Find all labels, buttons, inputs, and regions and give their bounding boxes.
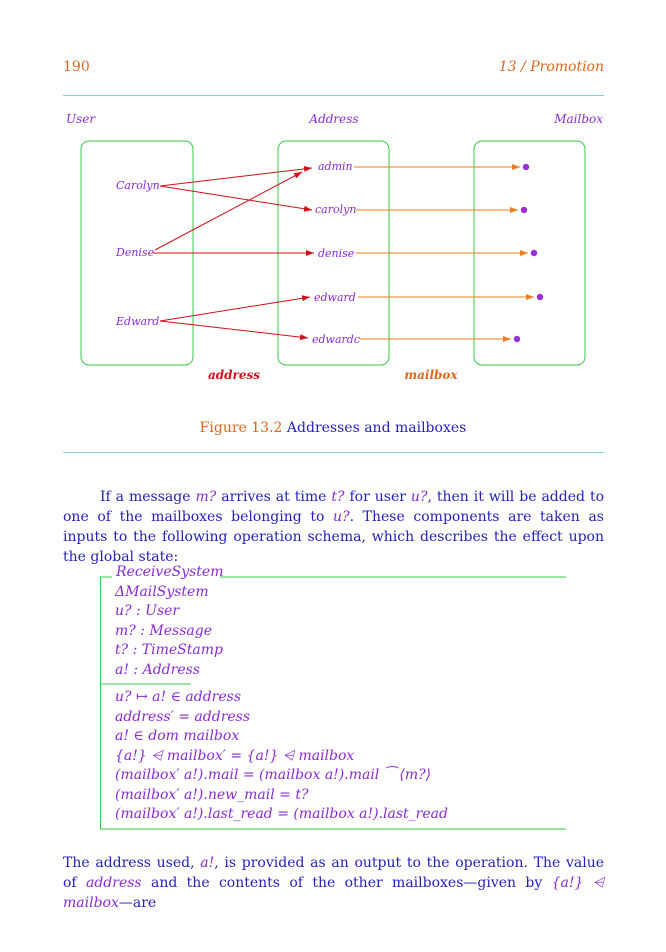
arrow-edward-edward: [160, 297, 310, 321]
chapter-separator: /: [521, 59, 526, 75]
user-edward: Edward: [116, 315, 160, 328]
figure-bottom-rule: [63, 452, 604, 453]
address-mailbox-diagram: [0, 100, 666, 390]
text: , then it will be added to one of the mailboxes belonging to: [63, 489, 604, 525]
schema-declaration: a! : Address: [115, 662, 200, 678]
schema-predicate: (mailbox′ a!).mail = (mailbox a!).mail ⁀ ⟨m?⟩: [115, 767, 432, 783]
header-rule: [63, 95, 604, 96]
schema-predicate: (mailbox′ a!).last_read = (mailbox a!).last_read: [115, 806, 448, 822]
math-t: t?: [331, 489, 345, 505]
schema-name: ReceiveSystem: [116, 564, 224, 580]
running-head: [499, 59, 604, 75]
address-admin: admin: [318, 160, 353, 173]
schema-declaration: t? : TimeStamp: [115, 642, 223, 658]
address-column-label: Address: [309, 112, 359, 126]
paragraph-output: [63, 853, 604, 913]
address-relation-label: address: [207, 368, 261, 382]
arrow-edward-edwardc: [160, 321, 308, 338]
math-address: address: [85, 875, 142, 891]
math-u: u?: [410, 489, 428, 505]
schema-declaration: u? : User: [115, 603, 180, 619]
receive-system-schema: [100, 562, 566, 830]
mailbox-dot: [514, 336, 520, 342]
schema-predicate: (mailbox′ a!).new_mail = t?: [115, 787, 309, 803]
schema-declaration: ΔMailSystem: [115, 584, 209, 600]
schema-predicate: u? ↦ a! ∈ address: [115, 689, 242, 705]
mailbox-dot: [531, 250, 537, 256]
text: and the contents of the other mailboxes—given by: [141, 875, 552, 891]
mailbox-column-label: Mailbox: [554, 112, 603, 126]
mailbox-dot: [537, 294, 543, 300]
schema-predicate: a! ∈ dom mailbox: [115, 728, 240, 744]
paragraph-intro: [63, 487, 604, 567]
text: arrives at time: [216, 489, 332, 505]
figure-caption: [0, 420, 666, 436]
text: for user: [344, 489, 411, 505]
text: , is provided as an output to the operation. The value of: [63, 855, 604, 891]
user-column-label: User: [66, 112, 96, 126]
address-carolyn: carolyn: [315, 203, 357, 216]
math-expression: {a!} ⩤ mailbox: [63, 875, 604, 911]
arrow-carolyn-carolyn: [160, 186, 312, 210]
math-m: m?: [195, 489, 217, 505]
text: The address used,: [63, 855, 201, 871]
figure-number: Figure 13.2: [199, 420, 283, 436]
mailbox-relation-label: mailbox: [404, 368, 458, 382]
schema-declaration: m? : Message: [115, 623, 212, 639]
schema-predicate: address′ = address: [115, 709, 251, 725]
page-number: 190: [63, 59, 90, 75]
schema-predicate: {a!} ⩤ mailbox′ = {a!} ⩤ mailbox: [115, 748, 355, 764]
address-edward: edward: [314, 291, 356, 304]
math-a: a!: [200, 855, 215, 871]
text: . These components are taken as inputs to the following operation schema, which describes the effect upon the global state:: [63, 509, 604, 565]
text: If a message: [100, 489, 196, 505]
chapter-title: Promotion: [530, 59, 604, 75]
user-denise: Denise: [116, 246, 155, 259]
math-u: u?: [333, 509, 350, 525]
mailbox-dot: [521, 207, 527, 213]
address-denise: denise: [318, 247, 355, 260]
mailbox-dot: [523, 164, 529, 170]
text: —are: [118, 895, 157, 911]
arrow-carolyn-admin: [160, 168, 312, 186]
user-carolyn: Carolyn: [116, 179, 160, 192]
chapter-number: 13: [498, 59, 517, 75]
figure-caption-text: Addresses and mailboxes: [286, 420, 467, 436]
address-edwardc: edwardc: [312, 333, 360, 346]
